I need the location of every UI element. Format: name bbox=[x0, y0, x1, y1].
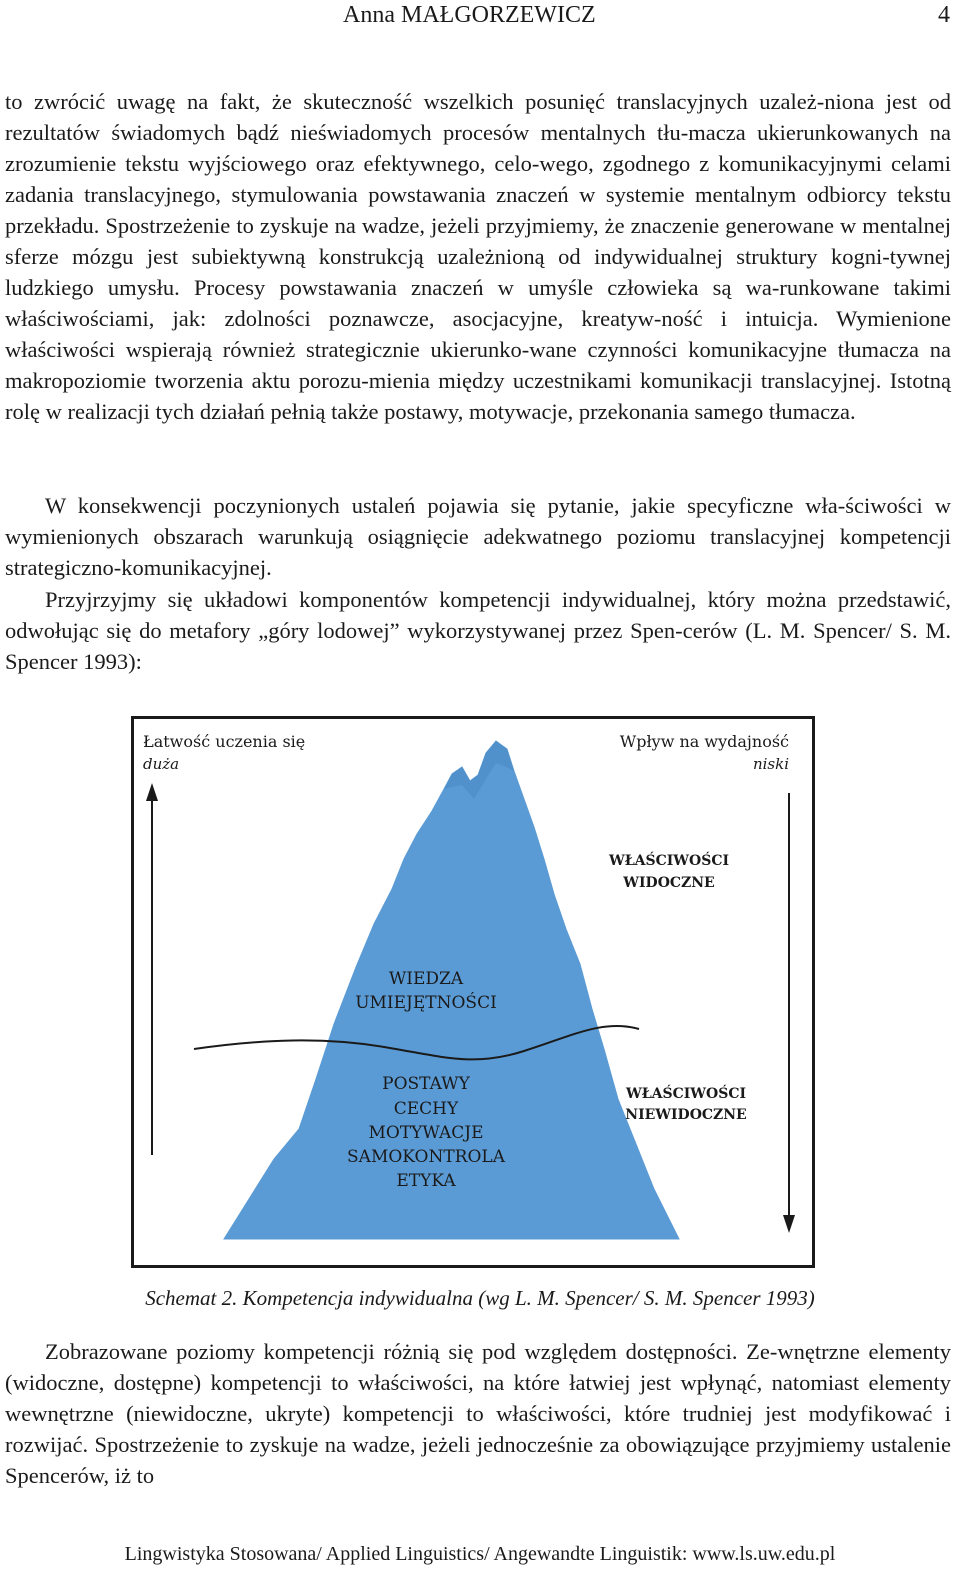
iceberg-item-umiejetnosci: UMIEJĘTNOŚCI bbox=[355, 993, 497, 1013]
paragraph-3 bbox=[5, 584, 951, 677]
header-author: Anna MAŁGORZEWICZ bbox=[343, 2, 596, 28]
iceberg-item-wiedza: WIEDZA bbox=[388, 969, 464, 989]
invisible-properties-label-1: WŁAŚCIWOŚCI bbox=[625, 1086, 747, 1102]
iceberg-figure bbox=[131, 716, 815, 1268]
top-left-value: duża bbox=[143, 755, 180, 773]
paragraph-3-text: Przyjrzyjmy się układowi komponentów kompetencji indywidualnej, który można przedstawić, odwołując się do metafory „góry lodowej” wykorzystywanej przez Spen-cerów (L. M. Spencer/ S. M. Spencer 1993): bbox=[5, 587, 951, 674]
paragraph-2-text: W konsekwencji poczynionych ustaleń pojawia się pytanie, jakie specyficzne wła-ściwości w wymienionych obszarach warunkują osiągnięcie adekwatnego poziomu translacyjnej kompetencji strategiczno-komunikacyjnej. bbox=[5, 493, 951, 580]
iceberg-item-samokontrola: SAMOKONTROLA bbox=[347, 1147, 505, 1167]
top-right-label: Wpływ na wydajność bbox=[619, 732, 789, 751]
iceberg-item-postawy: POSTAWY bbox=[382, 1074, 470, 1094]
page-footer: Lingwistyka Stosowana/ Applied Linguistics/ Angewandte Linguistik: www.ls.uw.edu.pl bbox=[124, 1543, 836, 1565]
page-number: 4 bbox=[938, 2, 950, 28]
paragraph-2 bbox=[5, 490, 951, 583]
top-left-label: Łatwość uczenia się bbox=[143, 732, 306, 751]
paragraph-1-text: to zwrócić uwagę na fakt, że skuteczność wszelkich posunięć translacyjnych uzależ-niona jest od rezultatów świadomych bądź nieświadomych procesów mentalnych tłu-macza ukierunkowanych na zrozumienie tekstu wyjściowego oraz efektywnego, celo-wego, zgodnego z komunikacyjnymi celami zadania translacyjnego, stymulowania powstawania znaczeń w systemie mentalnym odbiorcy tekstu przekładu. Spostrzeżenie to zyskuje na wadze, jeżeli przyjmiemy, że znaczenie generowane w mentalnej sferze mózgu jest subiektywną konstrukcją uzależnioną od indywidualnej struktury kogni-tywnej ludzkiego umysłu. Procesy powstawania znaczeń w umyśle człowieka są wa-runkowane takimi właściwościami, jak: zdolności poznawcze, asocjacyjne, kreatyw-ność i intuicja. Wymienione właściwości wspierają również strategicznie ukierunko-wane czynności komunikacyjne tłumacza na makropoziomie tworzenia aktu porozu-mienia między uczestnikami komunikacji translacyjnej. Istotną rolę w realizacji tych działań pełnią także postawy, motywacje, przekonania samego tłumacza. bbox=[5, 89, 951, 424]
paragraph-1 bbox=[5, 86, 951, 427]
right-arrow-head bbox=[783, 1215, 795, 1233]
paragraph-4-text: Zobrazowane poziomy kompetencji różnią się pod względem dostępności. Ze-wnętrzne elementy (widoczne, dostępne) kompetencji to właściwości, na które łatwiej jest wpłynąć, natomiast elementy wewnętrzne (niewidoczne, ukryte) kompetencji to właściwości, które trudniej jest modyfikować i rozwijać. Spostrzeżenie to zyskuje na wadze, jeżeli jednocześnie za obowiązujące przyjmiemy ustalenie Spencerów, iż to bbox=[5, 1339, 951, 1488]
visible-properties-label-2: WIDOCZNE bbox=[623, 875, 715, 891]
left-arrow-head bbox=[146, 783, 158, 801]
visible-properties-label-1: WŁAŚCIWOŚCI bbox=[608, 853, 730, 869]
iceberg-item-etyka: ETYKA bbox=[396, 1171, 456, 1191]
figure-caption: Schemat 2. Kompetencja indywidualna (wg L. M. Spencer/ S. M. Spencer 1993) bbox=[145, 1286, 815, 1310]
page-header bbox=[0, 0, 960, 32]
paragraph-4 bbox=[5, 1336, 951, 1491]
iceberg-diagram bbox=[134, 719, 812, 1265]
iceberg-item-cechy: CECHY bbox=[393, 1099, 459, 1119]
iceberg-item-motywacje: MOTYWACJE bbox=[368, 1123, 484, 1143]
top-right-value: niski bbox=[752, 755, 789, 773]
invisible-properties-label-2: NIEWIDOCZNE bbox=[625, 1107, 747, 1123]
